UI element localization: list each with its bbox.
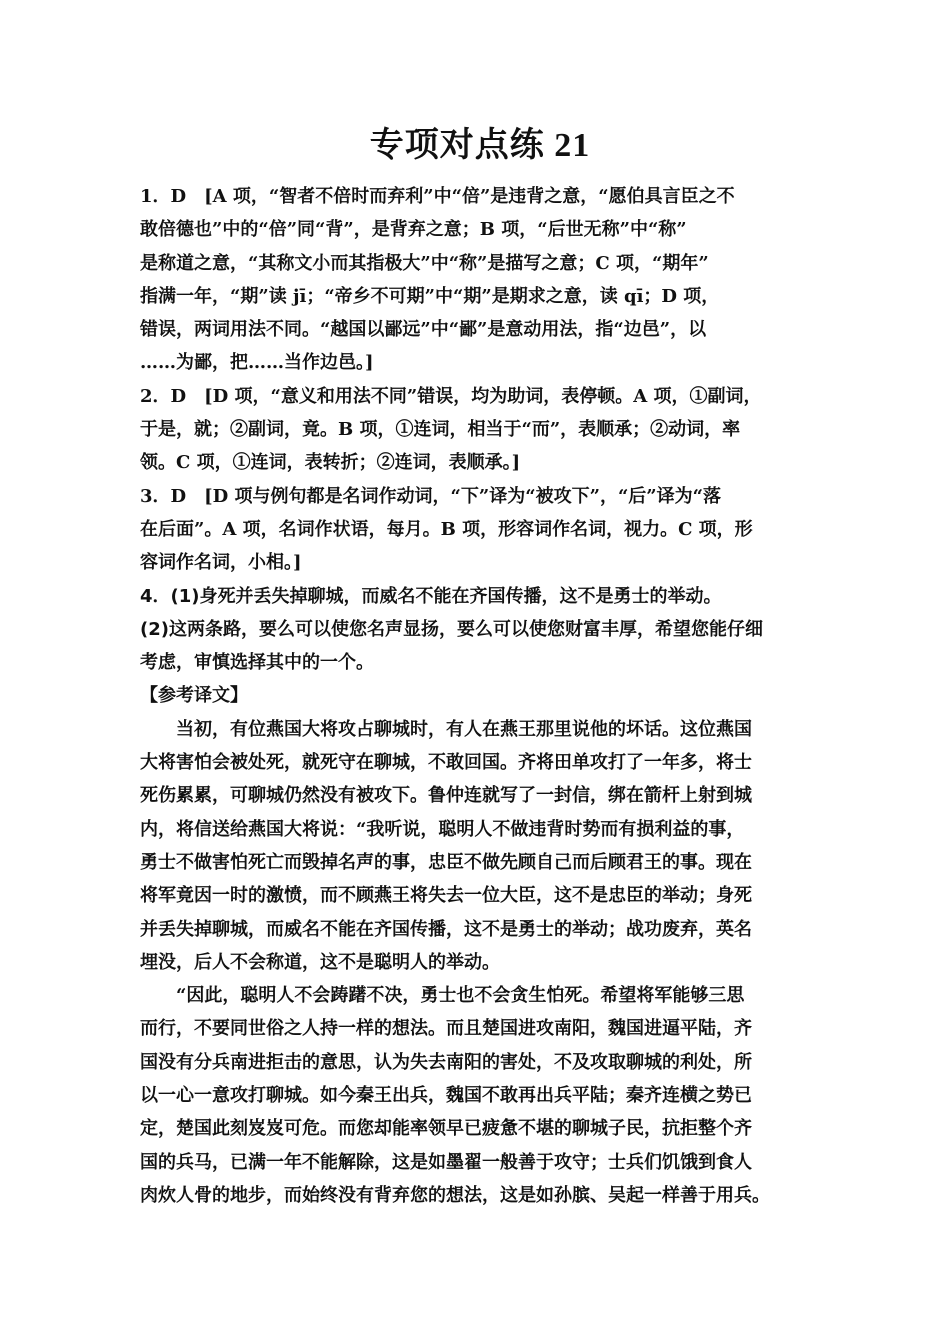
answer-1-line-3: 是称道之意，“其称文小而其指极大”中“称”是描写之意；C 项，“期年” (140, 252, 709, 274)
answer-4-line-2: (2)这两条路，要么可以使您名声显扬，要么可以使您财富丰厚，希望您能仔细 (140, 618, 763, 640)
translation-p1-line-5: 勇士不做害怕死亡而毁掉名声的事，忠臣不做先顾自己而后顾君王的事。现在 (140, 851, 752, 873)
answer-1-line-1: 1．D [A 项，“智者不倍时而弃利”中“倍”是违背之意，“愿伯具言臣之不 (140, 186, 735, 207)
answer-2-line-2: 于是，就；②副词，竟。B 项，①连词，相当于“而”，表顺承；②动词，率 (140, 419, 741, 441)
translation-p1-line-3: 死伤累累，可聊城仍然没有被攻下。鲁仲连就写了一封信，绑在箭杆上射到城 (140, 785, 752, 807)
translation-p1-line-7: 并丢失掉聊城，而威名不能在齐国传播，这不是勇士的举动；战功废弃，英名 (140, 918, 752, 940)
translation-p2-line-2: 而行，不要同世俗之人持一样的想法。而且楚国进攻南阳，魏国进逼平陆，齐 (140, 1018, 752, 1040)
answer-2-line-3: 领。C 项，①连词，表转折；②连词，表顺承。] (140, 452, 521, 474)
answer-1-line-4: 指满一年，“期”读 jī；“帝乡不可期”中“期”是期求之意，读 qī；D 项， (140, 285, 720, 307)
translation-p2-line-3: 国没有分兵南进拒击的意思，认为失去南阳的害处，不及攻取聊城的利处，所 (140, 1051, 752, 1073)
translation-p2-line-4: 以一心一意攻打聊城。如今秦王出兵，魏国不敢再出兵平陆；秦齐连横之势已 (140, 1085, 752, 1107)
answer-4-line-1: 4．(1)身死并丢失掉聊城，而威名不能在齐国传播，这不是勇士的举动。 (140, 585, 722, 607)
translation-p1-line-1: 当初，有位燕国大将攻占聊城时，有人在燕王那里说他的坏话。这位燕国 (176, 718, 752, 740)
translation-p1-line-6: 将军竟因一时的激愤，而不顾燕王将失去一位大臣，这不是忠臣的举动；身死 (140, 885, 752, 907)
answer-4-line-3: 考虑，审慎选择其中的一个。 (140, 652, 374, 674)
reference-translation-heading: 【参考译文】 (140, 685, 248, 707)
document-page (140, 118, 820, 1212)
answer-2-line-1: 2．D [D 项，“意义和用法不同”错误，均为助词，表停顿。A 项，①副词， (140, 385, 762, 407)
translation-p1-line-8: 埋没，后人不会称道，这不是聪明人的举动。 (140, 951, 500, 973)
answer-3-line-2: 在后面”。A 项，名词作状语，每月。B 项，形容词作名词，视力。C 项，形 (140, 518, 753, 540)
translation-p1-line-4: 内，将信送给燕国大将说：“我听说，聪明人不做违背时势而有损利益的事， (140, 818, 745, 840)
translation-p2-line-5: 定，楚国此刻岌岌可危。而您却能率领早已疲惫不堪的聊城子民，抗拒整个齐 (140, 1118, 752, 1140)
translation-p2-line-1: “因此，聪明人不会踌躇不决，勇士也不会贪生怕死。希望将军能够三思 (176, 985, 745, 1007)
answer-1-line-2: 敢倍德也”中的“倍”同“背”，是背弃之意；B 项，“后世无称”中“称” (140, 219, 687, 241)
answer-3-line-3: 容词作名词，小相。] (140, 552, 302, 574)
translation-p2-line-6: 国的兵马，已满一年不能解除，这是如墨翟一般善于攻守；士兵们饥饿到食人 (140, 1151, 752, 1173)
translation-p1-line-2: 大将害怕会被处死，就死守在聊城，不敢回国。齐将田单攻打了一年多，将士 (140, 752, 752, 774)
page-title: 专项对点练 21 (369, 127, 591, 164)
answer-1-line-6: ……为鄙，把……当作边邑。] (140, 352, 374, 374)
answer-3-line-1: 3．D [D 项与例句都是名词作动词，“下”译为“被攻下”，“后”译为“落 (140, 485, 721, 507)
answer-1-line-5: 错误，两词用法不同。“越国以鄙远”中“鄙”是意动用法，指“边邑”，以 (140, 319, 707, 341)
translation-p2-line-7: 肉炊人骨的地步，而始终没有背弃您的想法，这是如孙膑、吴起一样善于用兵。 (140, 1184, 770, 1206)
